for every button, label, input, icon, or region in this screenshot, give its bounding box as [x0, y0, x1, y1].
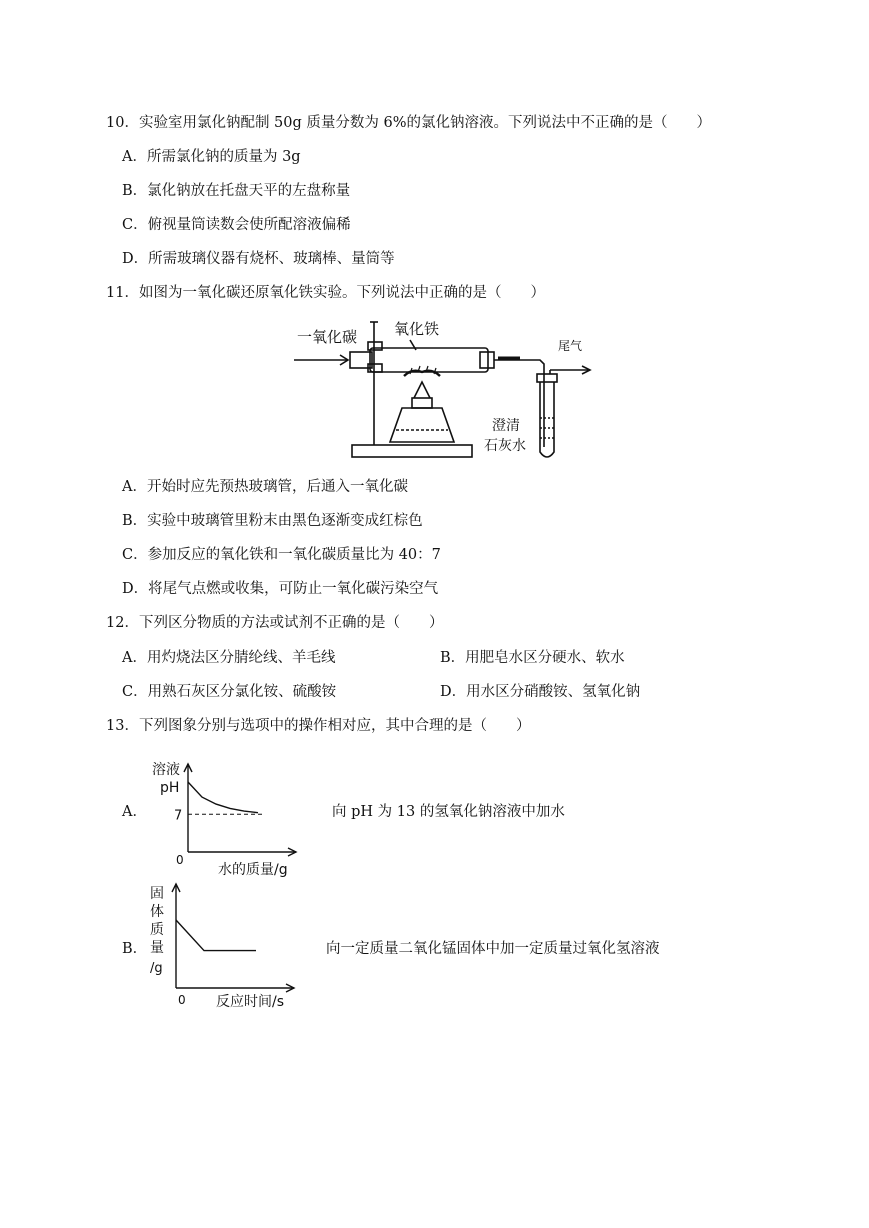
q13-graph-a — [146, 752, 306, 880]
q13-option-b-desc: 向一定质量二氧化锰固体中加一定质量过氧化氢溶液 — [326, 941, 660, 957]
label-limewater-2: 石灰水 — [484, 438, 526, 454]
q13-graph-b — [146, 880, 306, 1015]
q12-option-a: A．用灼烧法区分腈纶线、羊毛线 — [122, 650, 336, 666]
q13-option-b-letter: B． — [122, 941, 148, 957]
q13-option-a-letter: A． — [122, 804, 147, 820]
q13-option-a-desc: 向 pH 为 13 的氢氧化钠溶液中加水 — [332, 804, 565, 820]
graph-a-ph-curve — [188, 782, 258, 813]
graph-b-ylabel-c3: 质 — [150, 922, 164, 938]
label-carbon-monoxide: 一氧化碳 — [297, 328, 358, 346]
q10-option-c: C．俯视量筒读数会使所配溶液偏稀 — [122, 217, 351, 233]
q10-option-d: D．所需玻璃仪器有烧杯、玻璃棒、量筒等 — [122, 251, 395, 267]
q10-stem: 10．实验室用氯化钠配制 50g 质量分数为 6%的氯化钠溶液。下列说法中不正确的是（ ） — [106, 115, 712, 131]
q12-option-b: B．用肥皂水区分硬水、软水 — [440, 650, 625, 666]
graph-b-ylabel-c2: 体 — [150, 904, 164, 920]
q13-stem: 13．下列图象分别与选项中的操作相对应，其中合理的是（ ） — [106, 718, 531, 734]
graph-b-origin: 0 — [178, 993, 186, 1007]
q10-option-b: B．氯化钠放在托盘天平的左盘称量 — [122, 183, 351, 199]
label-limewater-1: 澄清 — [492, 418, 520, 434]
graph-b-mass-curve — [176, 920, 256, 951]
graph-a-ref-tick-label: 7 — [174, 808, 183, 824]
graph-a-ylabel-line1: 溶液 — [152, 762, 180, 778]
graph-a-xlabel: 水的质量/g — [218, 862, 288, 878]
label-tail-gas: 尾气 — [558, 339, 583, 353]
graph-a-origin: 0 — [176, 853, 184, 867]
q12-option-d: D．用水区分硝酸铵、氢氧化钠 — [440, 684, 641, 700]
q11-apparatus-figure — [292, 312, 592, 467]
graph-b-ylabel-c4: 量 — [150, 940, 164, 956]
q12-stem: 12．下列区分物质的方法或试剂不正确的是（ ） — [106, 615, 444, 631]
q10-option-a: A．所需氯化钠的质量为 3g — [122, 149, 301, 165]
q12-option-c: C．用熟石灰区分氯化铵、硫酸铵 — [122, 684, 337, 700]
graph-b-ylabel-c5: /g — [150, 961, 163, 976]
q11-stem: 11．如图为一氧化碳还原氧化铁实验。下列说法中正确的是（ ） — [106, 285, 545, 301]
q11-option-c: C．参加反应的氧化铁和一氧化碳质量比为 40：7 — [122, 547, 441, 563]
graph-a-ylabel-line2: pH — [160, 780, 180, 796]
q11-option-b: B．实验中玻璃管里粉末由黑色逐渐变成红棕色 — [122, 513, 423, 529]
q11-option-d: D．将尾气点燃或收集，可防止一氧化碳污染空气 — [122, 581, 439, 597]
graph-b-ylabel-c1: 固 — [150, 886, 164, 902]
q11-option-a: A．开始时应先预热玻璃管，后通入一氧化碳 — [122, 479, 408, 495]
label-iron-oxide: 氧化铁 — [394, 320, 440, 338]
graph-b-xlabel: 反应时间/s — [216, 994, 285, 1010]
